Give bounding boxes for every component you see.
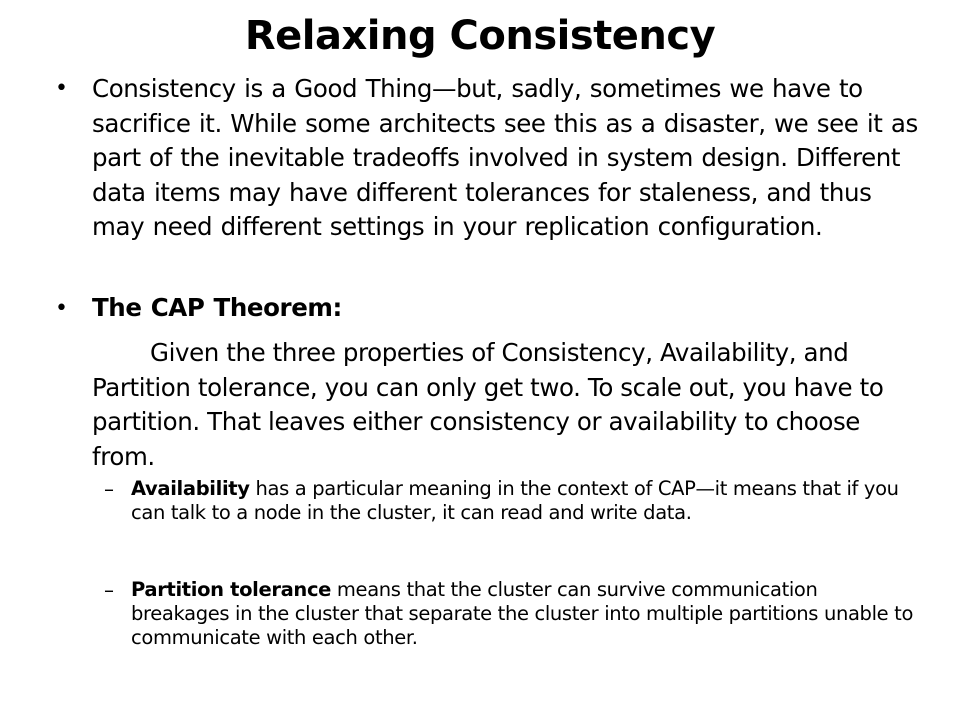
partition-tolerance-definition: means that the cluster can survive communication breakages in the cluster that separate the cluster into multiple partitions unable to communicate with each other. [131,578,914,649]
bullet-cap-heading: The CAP Theorem: [92,293,342,322]
dash-marker: – [104,477,114,501]
term-availability: Availability [131,477,250,500]
sub-bullet-partition-tolerance [131,578,921,650]
cap-theorem-statement: Given the three properties of Consistency, Availability, and Partition tolerance, you can only get two. To scale out, you have to partition. That leaves either consistency or availability to choose from. [92,338,884,471]
sub-bullet-availability [131,477,921,525]
dash-marker: – [104,578,114,602]
bullet-consistency-text: Consistency is a Good Thing—but, sadly, sometimes we have to sacrifice it. While some architects see this as a disaster, we see it as part of the inevitable tradeoffs involved in system design. Different data items may have different tolerances for staleness, and thus may need different settings in your replication configuration. [92,74,918,241]
availability-definition: has a particular meaning in the context of CAP—it means that if you can talk to a node in the cluster, it can read and write data. [131,477,899,524]
slide-title: Relaxing Consistency [244,13,716,59]
bullet-marker: • [55,76,68,101]
bullet-marker: • [55,296,68,321]
term-partition-tolerance: Partition tolerance [131,578,332,601]
